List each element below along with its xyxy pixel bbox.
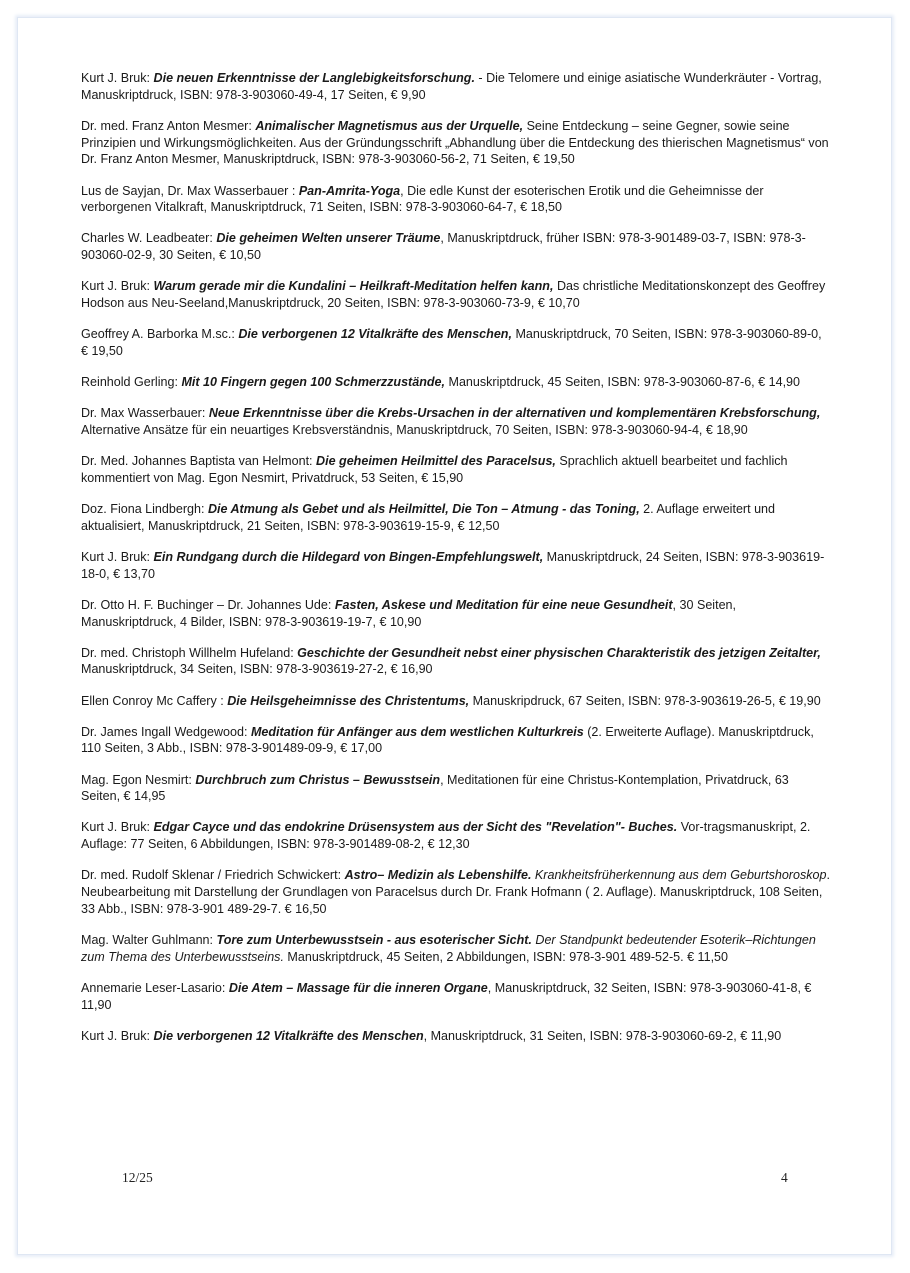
entry-title: Die geheimen Heilmittel des Paracelsus,	[316, 454, 556, 469]
entry-title: Astro– Medizin als Lebenshilfe.	[344, 868, 532, 883]
publication-list	[81, 70, 831, 1059]
publication-entry	[81, 70, 831, 104]
publication-entry	[81, 980, 831, 1014]
entry-details: , Manuskriptdruck, früher ISBN: 978-3-901489-03-7, ISBN: 978-3-903060-02-9, 30 Seiten, € 10,50	[81, 231, 806, 263]
entry-subtitle: Der Standpunkt bedeutender Esoterik–Richtungen zum Thema des Unterbewusstseins.	[81, 933, 816, 964]
publication-entry	[81, 405, 831, 439]
entry-author: Doz. Fiona Lindbergh:	[81, 502, 208, 517]
publication-entry	[81, 693, 831, 710]
entry-author: Dr. James Ingall Wedgewood:	[81, 724, 251, 739]
entry-author: Kurt J. Bruk:	[81, 549, 154, 564]
publication-entry	[81, 230, 831, 264]
entry-details: , Manuskriptdruck, 31 Seiten, ISBN: 978-3-903060-69-2, € 11,90	[423, 1028, 782, 1043]
entry-details: Das christliche Meditationskonzept des Geoffrey Hodson aus Neu-Seeland,Manuskriptdruck, 20 Seiten, ISBN: 978-3-903060-73-9, € 10,70	[81, 279, 826, 311]
entry-title: Pan-Amrita-Yoga	[298, 183, 401, 198]
entry-title: Tore zum Unterbewusstsein - aus esoterischer Sicht.	[216, 933, 532, 948]
entry-title: Mit 10 Fingern gegen 100 Schmerzzustände,	[181, 375, 445, 390]
entry-title: Die Heilsgeheimnisse des Christentums,	[227, 693, 470, 708]
publication-entry	[81, 1028, 831, 1045]
entry-details: , Manuskriptdruck, 32 Seiten, ISBN: 978-3-903060-41-8, € 11,90	[81, 980, 812, 1012]
entry-title: Die verborgenen 12 Vitalkräfte des Menschen,	[238, 327, 512, 342]
entry-title: Warum gerade mir die Kundalini – Heilkraft-Meditation helfen kann,	[153, 279, 554, 294]
entry-author: Charles W. Leadbeater:	[81, 231, 217, 246]
entry-author: Reinhold Gerling:	[81, 375, 182, 390]
publication-entry	[81, 118, 831, 168]
publication-entry	[81, 549, 831, 583]
entry-details: . Neubearbeitung mit Darstellung der Grundlagen von Paracelsus durch Dr. Frank Hofmann ( 2. Auflage). Manuskriptdruck, 108 Seiten, 33 Abb., ISBN: 978-3-901 489-29-7. € 16,50	[81, 868, 830, 916]
entry-author: Lus de Sayjan, Dr. Max Wasserbauer :	[81, 183, 299, 198]
entry-author: Kurt J. Bruk:	[81, 1028, 154, 1043]
entry-details: Vor-tragsmanuskript, 2. Auflage: 77 Seiten, 6 Abbildungen, ISBN: 978-3-901489-08-2, € 12,30	[81, 820, 811, 852]
publication-entry	[81, 645, 831, 679]
entry-author: Geoffrey A. Barborka M.sc.:	[81, 327, 239, 342]
publication-entry	[81, 819, 831, 853]
entry-details: Manuskriptdruck, 24 Seiten, ISBN: 978-3-903619-18-0, € 13,70	[81, 549, 825, 581]
entry-details: , 30 Seiten, Manuskriptdruck, 4 Bilder, ISBN: 978-3-903619-19-7, € 10,90	[81, 597, 737, 629]
publication-entry	[81, 772, 831, 806]
entry-author: Mag. Walter Guhlmann:	[81, 933, 217, 948]
entry-title: Edgar Cayce und das endokrine Drüsensystem aus der Sicht des "Revelation"- Buches.	[153, 820, 678, 835]
entry-author: Dr. Otto H. F. Buchinger – Dr. Johannes Ude:	[81, 597, 335, 612]
entry-subtitle: Krankheitsfrüherkennung aus dem Geburtshoroskop	[531, 868, 827, 883]
entry-details: Alternative Ansätze für ein neuartiges Krebsverständnis, Manuskriptdruck, 70 Seiten, ISBN: 978-3-903060-94-4, € 18,90	[81, 423, 748, 438]
footer-page-number: 4	[781, 1170, 788, 1185]
entry-details: , Die edle Kunst der esoterischen Erotik und die Geheimnisse der verborgenen Vitalkraft, Manuskriptdruck, 71 Seiten, ISBN: 978-3-903060-64-7, € 18,50	[81, 183, 764, 215]
entry-title: Fasten, Askese und Meditation für eine neue Gesundheit	[334, 597, 673, 612]
entry-author: Annemarie Leser-Lasario:	[81, 980, 229, 995]
entry-details: Seine Entdeckung – seine Gegner, sowie seine Prinzipien und Wirkungsmöglichkeiten. Aus der Gründungsschrift „Abhandlung über die Entdeckung des thierischen Magnetismus“ von Dr. Franz Anton Mesmer, Manuskriptdruck, ISBN: 978-3-903060-56-2, 71 Seiten, € 19,50	[81, 118, 829, 167]
entry-author: Dr. med. Rudolf Sklenar / Friedrich Schwickert:	[81, 868, 345, 883]
entry-author: Dr. Max Wasserbauer:	[81, 406, 209, 421]
entry-author: Dr. Med. Johannes Baptista van Helmont:	[81, 454, 317, 469]
entry-author: Kurt J. Bruk:	[81, 71, 154, 85]
publication-entry	[81, 597, 831, 631]
entry-details: (2. Erweiterte Auflage). Manuskriptdruck, 110 Seiten, 3 Abb., ISBN: 978-3-901489-09-9, € 17,00	[81, 724, 814, 756]
publication-entry	[81, 326, 831, 360]
publication-entry	[81, 867, 831, 917]
entry-details: Sprachlich aktuell bearbeitet und fachlich kommentiert von Mag. Egon Nesmirt, Privatdruck, 53 Seiten, € 15,90	[81, 454, 788, 485]
entry-author: Mag. Egon Nesmirt:	[81, 772, 196, 787]
entry-details: Manuskriptdruck, 45 Seiten, ISBN: 978-3-903060-87-6, € 14,90	[445, 375, 801, 390]
entry-title: Ein Rundgang durch die Hildegard von Bingen-Empfehlungswelt,	[153, 549, 544, 564]
publication-entry	[81, 453, 831, 487]
entry-title: Die Atmung als Gebet und als Heilmittel, Die Ton – Atmung - das Toning,	[207, 502, 640, 517]
entry-details: Manuskriptdruck, 45 Seiten, 2 Abbildungen, ISBN: 978-3-901 489-52-5. € 11,50	[283, 949, 729, 964]
publication-entry	[81, 278, 831, 312]
entry-title: Die neuen Erkenntnisse der Langlebigkeitsforschung.	[153, 71, 475, 85]
entry-details: - Die Telomere und einige asiatische Wunderkräuter - Vortrag, Manuskriptdruck, ISBN: 978-3-903060-49-4, 17 Seiten, € 9,90	[81, 71, 822, 102]
entry-title: Meditation für Anfänger aus dem westlichen Kulturkreis	[250, 724, 584, 739]
entry-author: Dr. med. Christoph Willhelm Hufeland:	[81, 645, 298, 660]
footer-date: 12/25	[122, 1170, 153, 1185]
entry-author: Kurt J. Bruk:	[81, 820, 154, 835]
entry-author: Dr. med. Franz Anton Mesmer:	[81, 118, 256, 133]
entry-title: Animalischer Magnetismus aus der Urquelle,	[255, 118, 524, 133]
entry-title: Die verborgenen 12 Vitalkräfte des Menschen	[153, 1028, 424, 1043]
entry-title: Geschichte der Gesundheit nebst einer physischen Charakteristik des jetzigen Zeitalter,	[297, 645, 821, 660]
publication-entry	[81, 932, 831, 966]
publication-entry	[81, 724, 831, 758]
entry-details: 2. Auflage erweitert und aktualisiert, Manuskriptdruck, 21 Seiten, ISBN: 978-3-903619-15-9, € 12,50	[81, 502, 776, 533]
entry-title: Durchbruch zum Christus – Bewusstsein	[195, 772, 441, 787]
publication-entry	[81, 374, 831, 391]
entry-details: , Meditationen für eine Christus-Kontemplation, Privatdruck, 63 Seiten, € 14,95	[81, 772, 789, 804]
entry-author: Kurt J. Bruk:	[81, 279, 154, 294]
entry-title: Die Atem – Massage für die inneren Organe	[228, 980, 488, 995]
entry-details: Manuskripdruck, 67 Seiten, ISBN: 978-3-903619-26-5, € 19,90	[469, 693, 821, 708]
document-page	[17, 17, 892, 1255]
entry-details: Manuskriptdruck, 70 Seiten, ISBN: 978-3-903060-89-0, € 19,50	[81, 327, 822, 359]
publication-entry	[81, 501, 831, 535]
entry-title: Neue Erkenntnisse über die Krebs-Ursachen in der alternativen und komplementären Krebsforschung,	[208, 406, 821, 421]
entry-author: Ellen Conroy Mc Caffery :	[81, 693, 228, 708]
publication-entry	[81, 183, 831, 217]
entry-details: Manuskriptdruck, 34 Seiten, ISBN: 978-3-903619-27-2, € 16,90	[81, 662, 433, 677]
entry-title: Die geheimen Welten unserer Träume	[216, 231, 441, 246]
